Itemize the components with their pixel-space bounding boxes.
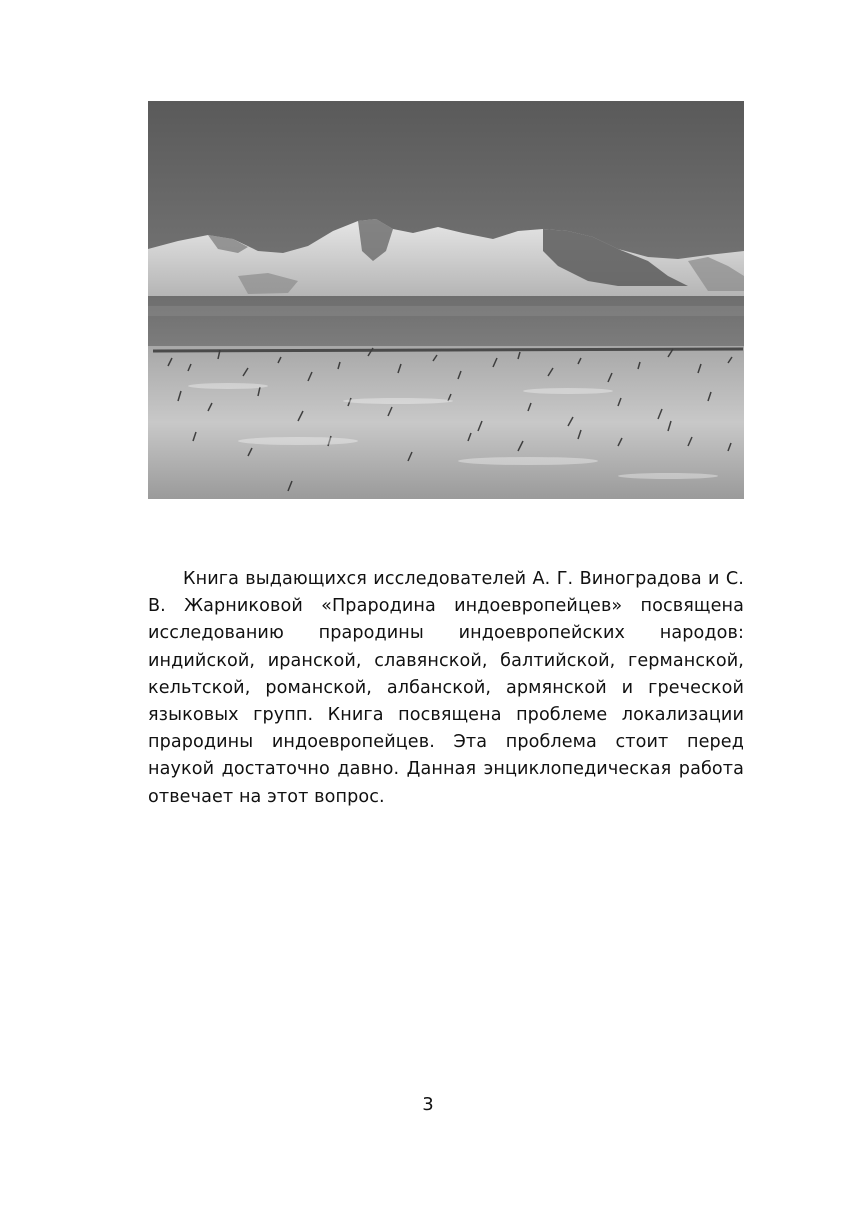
page-number: 3	[422, 1094, 434, 1115]
body-paragraph: Книга выдающихся исследователей А. Г. Виноградова и С. В. Жарниковой «Прародина индоевропейцев» посвящена исследованию прародины индоевропейских народов: индийской, иранской, славянской, балтийской, германской, кельтской, романской, албанской, армянской и греческой языковых групп. Книга посвящена проблеме локализации прародины индоевропейцев. Эта проблема стоит перед наукой достаточно давно. Данная энциклопедическая работа отвечает на этот вопрос.	[148, 569, 744, 807]
landscape-photo	[148, 101, 744, 499]
